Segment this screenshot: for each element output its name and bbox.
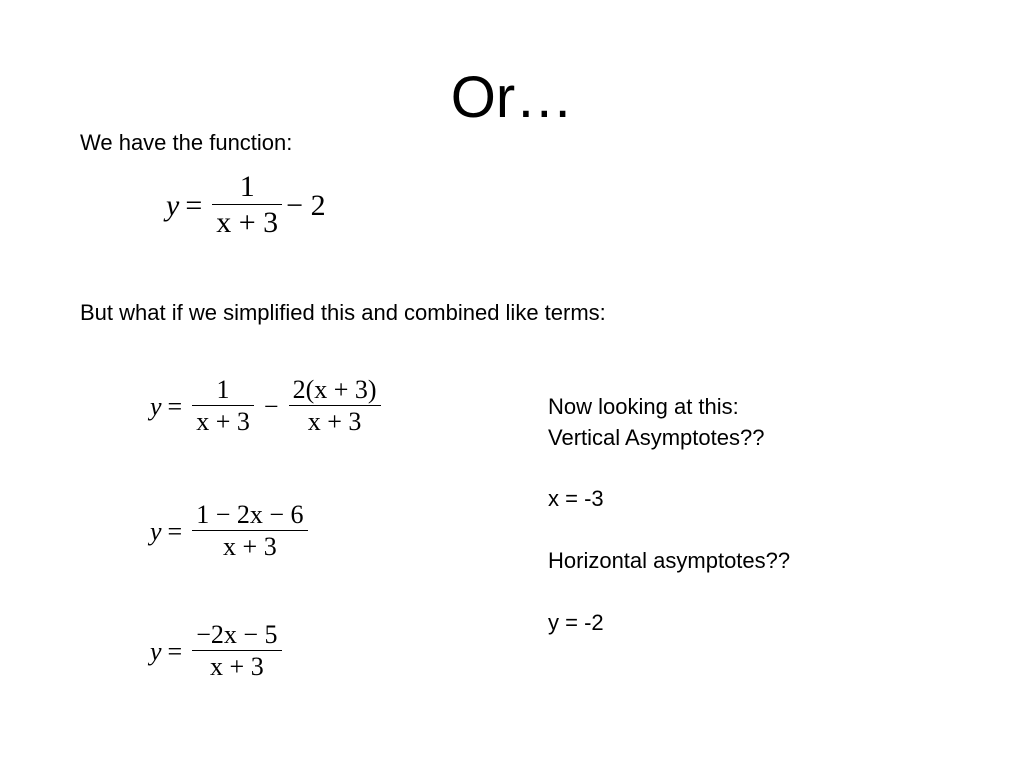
eq3-equals: = (167, 516, 183, 546)
eq4-fraction (192, 620, 281, 683)
notes-line-vertical-answer: x = -3 (548, 486, 604, 512)
simplify-prompt: But what if we simplified this and combined like terms: (80, 300, 606, 325)
eq1-numerator: 1 (239, 170, 255, 203)
equation-original (166, 170, 326, 241)
eq3-denominator: x + 3 (223, 532, 277, 561)
notes-line-horizontal-answer: y = -2 (548, 609, 604, 635)
eq4-numerator: −2x − 5 (196, 620, 278, 649)
eq2-equals: = (167, 391, 183, 421)
equation-step-3 (150, 620, 286, 683)
notes-line-intro: Now looking at this: (548, 394, 739, 419)
notes-spacer (548, 577, 790, 608)
eq1-rest: − 2 (286, 188, 326, 222)
notes-spacer (548, 515, 790, 546)
eq2-frac2-denominator: x + 3 (307, 407, 362, 436)
eq4-equals: = (167, 636, 183, 666)
equation-step-2 (150, 500, 312, 563)
eq2-frac1-denominator: x + 3 (196, 407, 250, 436)
eq1-equals: = (185, 188, 203, 222)
eq3-lhs: y (150, 516, 162, 546)
equation-step-1 (150, 375, 385, 438)
eq1-denominator: x + 3 (216, 206, 279, 239)
eq2-lhs: y (150, 391, 162, 421)
eq4-denominator: x + 3 (210, 652, 264, 681)
eq2-minus: − (263, 391, 279, 421)
slide-title: Or… (450, 65, 574, 130)
asymptote-notes (548, 392, 790, 638)
eq1-lhs: y (166, 188, 180, 222)
eq2-frac1-numerator: 1 (216, 375, 230, 404)
notes-line-horizontal-question: Horizontal asymptotes?? (548, 547, 791, 573)
notes-spacer (548, 454, 790, 485)
eq1-fraction (212, 170, 282, 241)
eq3-numerator: 1 − 2x − 6 (196, 500, 304, 529)
eq2-frac2-numerator: 2(x + 3) (292, 375, 377, 404)
notes-line-vertical-question: Vertical Asymptotes?? (548, 424, 765, 450)
eq3-fraction (192, 500, 307, 563)
eq2-fraction-1 (192, 375, 254, 438)
intro-text: We have the function: (80, 130, 293, 155)
eq2-fraction-2 (289, 375, 381, 438)
eq4-lhs: y (150, 636, 162, 666)
